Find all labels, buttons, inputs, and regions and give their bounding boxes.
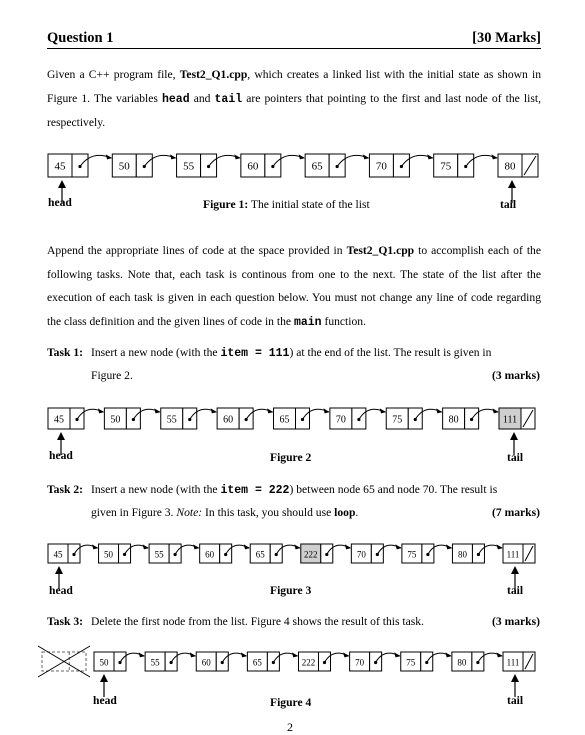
task-2-line-1: Insert a new node (with the item = 222) between node 65 and node 70. The result is <box>91 483 498 497</box>
figure-3-tail-label: tail <box>507 584 524 597</box>
file-name: Test2_Q1.cpp <box>179 68 248 81</box>
node-value-label: 70 <box>355 657 365 668</box>
node-value-label: 111 <box>502 414 518 426</box>
node-value-label: 60 <box>247 160 259 173</box>
node-45 <box>48 154 88 177</box>
node-value-label: 65 <box>279 414 290 426</box>
tail-var: tail <box>214 92 243 106</box>
task-1-line-1: Insert a new node (with the item = 111) at the end of the list. The result is given in <box>91 346 492 360</box>
node-80 <box>443 408 479 429</box>
figure-4-head-label: head <box>93 694 117 707</box>
node-value-label: 222 <box>301 657 316 668</box>
node-65 <box>274 408 310 429</box>
task-3-line-1: Delete the first node from the list. Figure 4 shows the result of this task. <box>91 615 424 628</box>
main-function: main <box>293 315 322 329</box>
node-55 <box>161 408 197 429</box>
question-title: Question 1 <box>47 30 114 46</box>
task-1-marks: (3 marks) <box>492 369 540 382</box>
node-75 <box>386 408 422 429</box>
task-2-line-2: given in Figure 3. Note: In this task, you should use loop. <box>91 506 359 519</box>
figure-4-tail-label: tail <box>507 694 524 707</box>
task-1-label: Task 1: <box>47 346 83 359</box>
node-value-label: 50 <box>110 414 121 426</box>
node-value-label: 50 <box>118 160 130 173</box>
node-value-label: 222 <box>304 549 318 560</box>
node-45 <box>48 408 84 429</box>
figure-1-head-label: head <box>48 196 72 209</box>
node-value-label: 80 <box>457 549 467 560</box>
figure-4-caption: Figure 4 <box>270 696 312 709</box>
figure-2-tail-label: tail <box>507 451 524 464</box>
node-60 <box>241 154 281 177</box>
task-3-label: Task 3: <box>47 615 83 628</box>
node-value-label: 45 <box>54 414 64 426</box>
node-value-label: 70 <box>375 160 387 173</box>
figure-3-caption: Figure 3 <box>270 584 312 597</box>
node-111 <box>503 652 535 671</box>
node-70 <box>330 408 366 429</box>
append-paragraph: Append the appropriate lines of code at the space provided in Test2_Q1.cpp to accomplish each of the following tasks. Note that, each task is continous from one to the next. The state of the list after the execution of each task is given in each question below. You must not change any line of code regarding the class definition and the given lines of code in the main function. <box>47 244 541 329</box>
node-value-label: 111 <box>506 657 520 668</box>
node-value-label: 45 <box>54 160 66 173</box>
node-value-label: 50 <box>104 549 114 560</box>
figure-2-caption: Figure 2 <box>270 451 312 464</box>
node-60 <box>217 408 253 429</box>
node-value-label: 75 <box>440 160 452 173</box>
task-3-marks: (3 marks) <box>492 615 540 628</box>
node-value-label: 80 <box>448 414 459 426</box>
node-value-label: 50 <box>99 657 109 668</box>
node-value-label: 60 <box>223 414 234 426</box>
question-header <box>47 28 541 49</box>
node-value-label: 55 <box>154 549 164 560</box>
figure-1-caption: Figure 1: The initial state of the list <box>203 198 370 211</box>
node-111 <box>503 544 535 563</box>
node-111 <box>499 408 535 429</box>
node-55 <box>177 154 217 177</box>
node-value-label: 45 <box>53 549 63 560</box>
question-marks: [30 Marks] <box>472 30 541 46</box>
node-50 <box>104 408 140 429</box>
node-80 <box>498 154 538 177</box>
figure-1-tail-label: tail <box>500 198 517 211</box>
node-value-label: 70 <box>335 414 346 426</box>
node-value-label: 111 <box>506 549 520 560</box>
node-value-label: 70 <box>356 549 366 560</box>
figure-2-head-label: head <box>49 449 73 462</box>
file-name-2: Test2_Q1.cpp <box>346 244 415 257</box>
node-75 <box>434 154 474 177</box>
task-1-line-2: Figure 2. <box>91 369 133 382</box>
node-value-label: 75 <box>406 657 416 668</box>
head-var: head <box>162 92 190 106</box>
node-value-label: 55 <box>183 160 195 173</box>
node-50 <box>112 154 152 177</box>
node-value-label: 80 <box>457 657 467 668</box>
node-value-label: 65 <box>252 657 262 668</box>
task-2-label: Task 2: <box>47 483 83 496</box>
node-value-label: 75 <box>392 414 403 426</box>
node-value-label: 55 <box>166 414 177 426</box>
intro-paragraph: Given a C++ program file, Test2_Q1.cpp, which creates a linked list with the initial state as shown in Figure 1. The variables head and tail are pointers that pointing to the first and last node of the list, respectively. <box>47 68 542 129</box>
node-value-label: 60 <box>205 549 215 560</box>
node-70 <box>369 154 409 177</box>
task-2-marks: (7 marks) <box>492 506 540 519</box>
node-value-label: 55 <box>150 657 160 668</box>
node-value-label: 65 <box>311 160 323 173</box>
node-value-label: 80 <box>504 160 516 173</box>
figure-3-head-label: head <box>49 584 73 597</box>
page-number: 2 <box>287 720 293 734</box>
node-value-label: 60 <box>201 657 211 668</box>
node-value-label: 65 <box>255 549 265 560</box>
node-value-label: 75 <box>407 549 417 560</box>
node-65 <box>305 154 345 177</box>
deleted-node-cross <box>38 646 90 677</box>
